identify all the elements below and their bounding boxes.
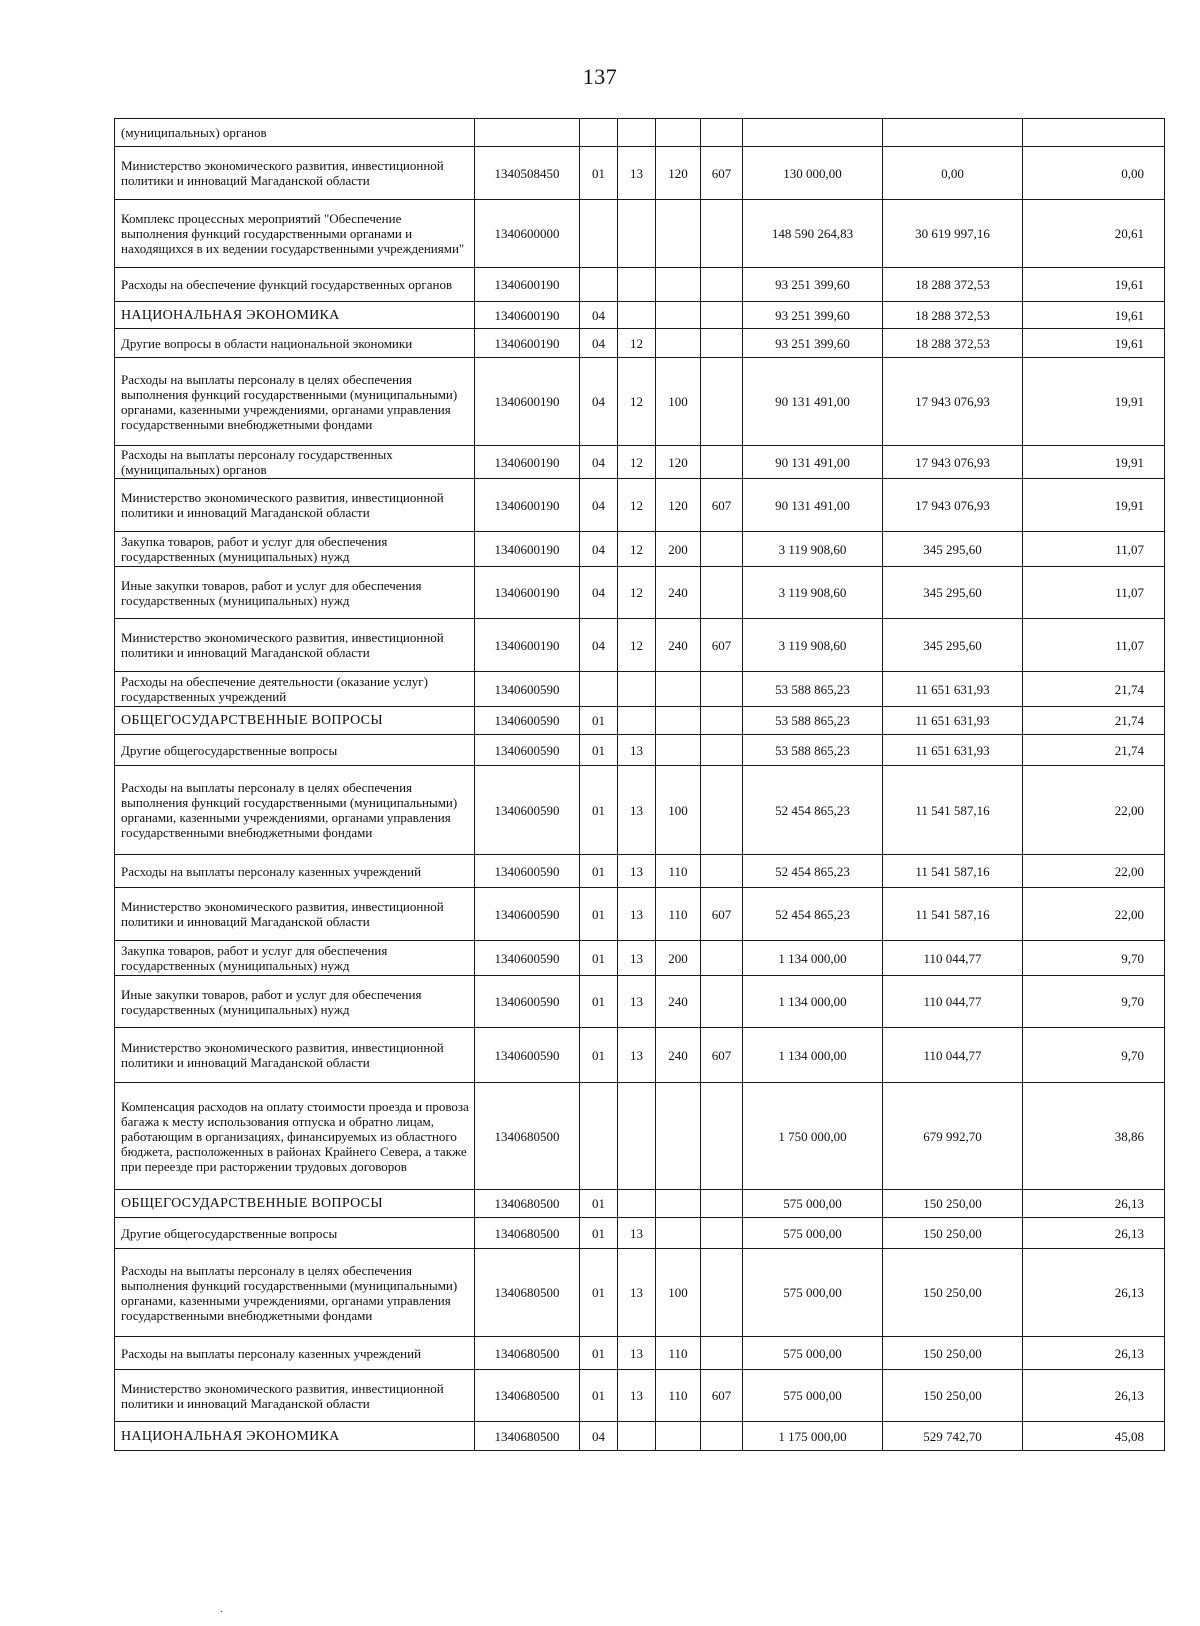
cell-name: Расходы на выплаты персоналу в целях обеспечения выполнения функций государственными (муниципальными) органами, казенными учреждениями, органами управления государственными внебюджетными фондами: [115, 1249, 475, 1337]
cell-admin-code: [701, 1083, 743, 1190]
cell-target-article: 1340600590: [475, 1028, 580, 1083]
cell-subsection: 13: [618, 1337, 656, 1370]
cell-admin-code: [701, 200, 743, 268]
cell-target-article: 1340680500: [475, 1083, 580, 1190]
cell-actual-amount: 11 651 631,93: [883, 672, 1023, 707]
cell-execution-percent: 19,91: [1023, 479, 1165, 532]
cell-actual-amount: 17 943 076,93: [883, 479, 1023, 532]
cell-target-article: 1340600190: [475, 302, 580, 329]
cell-actual-amount: 345 295,60: [883, 567, 1023, 619]
cell-target-article: 1340600190: [475, 446, 580, 479]
cell-target-article: 1340680500: [475, 1422, 580, 1451]
cell-planned-amount: 52 454 865,23: [743, 766, 883, 855]
cell-section: 04: [580, 619, 618, 672]
cell-target-article: 1340600590: [475, 766, 580, 855]
cell-section: 01: [580, 976, 618, 1028]
cell-actual-amount: 18 288 372,53: [883, 268, 1023, 302]
cell-expense-type: [656, 1190, 701, 1218]
cell-name: Расходы на выплаты персоналу государственных (муниципальных) органов: [115, 446, 475, 479]
cell-name: Министерство экономического развития, инвестиционной политики и инноваций Магаданской области: [115, 619, 475, 672]
cell-target-article: 1340600590: [475, 941, 580, 976]
cell-planned-amount: 575 000,00: [743, 1249, 883, 1337]
cell-actual-amount: 11 651 631,93: [883, 707, 1023, 735]
cell-expense-type: [656, 1422, 701, 1451]
table-row: [115, 1190, 1165, 1218]
cell-subsection: 13: [618, 766, 656, 855]
cell-actual-amount: 529 742,70: [883, 1422, 1023, 1451]
cell-execution-percent: 45,08: [1023, 1422, 1165, 1451]
cell-section: [580, 200, 618, 268]
cell-admin-code: [701, 672, 743, 707]
cell-actual-amount: 345 295,60: [883, 619, 1023, 672]
cell-expense-type: 120: [656, 479, 701, 532]
cell-execution-percent: 19,61: [1023, 268, 1165, 302]
table-row: [115, 619, 1165, 672]
cell-actual-amount: 18 288 372,53: [883, 302, 1023, 329]
table-row: [115, 532, 1165, 567]
cell-target-article: 1340600590: [475, 735, 580, 766]
page-number: 137: [582, 64, 618, 89]
cell-execution-percent: 19,61: [1023, 302, 1165, 329]
cell-admin-code: 607: [701, 1028, 743, 1083]
cell-section: 01: [580, 147, 618, 200]
cell-section: [580, 1083, 618, 1190]
cell-section: 01: [580, 735, 618, 766]
cell-admin-code: [701, 119, 743, 147]
cell-expense-type: 100: [656, 358, 701, 446]
cell-expense-type: 110: [656, 1337, 701, 1370]
cell-target-article: 1340680500: [475, 1190, 580, 1218]
table-row: [115, 329, 1165, 358]
cell-expense-type: 110: [656, 1370, 701, 1422]
cell-admin-code: 607: [701, 619, 743, 672]
table-row: [115, 147, 1165, 200]
cell-expense-type: [656, 200, 701, 268]
cell-actual-amount: [883, 119, 1023, 147]
cell-expense-type: 240: [656, 1028, 701, 1083]
cell-target-article: 1340600590: [475, 888, 580, 941]
cell-name: Закупка товаров, работ и услуг для обеспечения государственных (муниципальных) нужд: [115, 941, 475, 976]
cell-execution-percent: 11,07: [1023, 567, 1165, 619]
cell-target-article: 1340680500: [475, 1249, 580, 1337]
cell-name: Комплекс процессных мероприятий "Обеспечение выполнения функций государственными органами и находящихся в их ведении государственными учреждениями": [115, 200, 475, 268]
cell-admin-code: 607: [701, 479, 743, 532]
cell-section: 04: [580, 532, 618, 567]
cell-admin-code: 607: [701, 147, 743, 200]
table-row: [115, 268, 1165, 302]
cell-section: [580, 672, 618, 707]
cell-admin-code: 607: [701, 1370, 743, 1422]
cell-actual-amount: 0,00: [883, 147, 1023, 200]
cell-expense-type: [656, 1083, 701, 1190]
table-row: [115, 1337, 1165, 1370]
cell-name: Министерство экономического развития, инвестиционной политики и инноваций Магаданской области: [115, 479, 475, 532]
cell-planned-amount: 53 588 865,23: [743, 735, 883, 766]
cell-subsection: [618, 1190, 656, 1218]
cell-name: Министерство экономического развития, инвестиционной политики и инноваций Магаданской области: [115, 1370, 475, 1422]
cell-section: 04: [580, 329, 618, 358]
table-row: [115, 479, 1165, 532]
cell-name: Расходы на выплаты персоналу в целях обеспечения выполнения функций государственными (муниципальными) органами, казенными учреждениями, органами управления государственными внебюджетными фондами: [115, 358, 475, 446]
cell-subsection: [618, 268, 656, 302]
table-row: [115, 1422, 1165, 1451]
cell-section: 01: [580, 1028, 618, 1083]
table-row: [115, 855, 1165, 888]
cell-planned-amount: 3 119 908,60: [743, 567, 883, 619]
cell-subsection: 12: [618, 358, 656, 446]
cell-planned-amount: 1 175 000,00: [743, 1422, 883, 1451]
cell-execution-percent: 9,70: [1023, 976, 1165, 1028]
cell-expense-type: [656, 119, 701, 147]
table-row: [115, 1083, 1165, 1190]
cell-name: Министерство экономического развития, инвестиционной политики и инноваций Магаданской области: [115, 147, 475, 200]
cell-execution-percent: 20,61: [1023, 200, 1165, 268]
cell-execution-percent: 22,00: [1023, 888, 1165, 941]
cell-name: Расходы на обеспечение функций государственных органов: [115, 268, 475, 302]
cell-admin-code: [701, 268, 743, 302]
cell-actual-amount: 150 250,00: [883, 1337, 1023, 1370]
cell-planned-amount: 575 000,00: [743, 1190, 883, 1218]
cell-execution-percent: 11,07: [1023, 619, 1165, 672]
cell-section: 01: [580, 707, 618, 735]
cell-name: Министерство экономического развития, инвестиционной политики и инноваций Магаданской области: [115, 888, 475, 941]
cell-subsection: 13: [618, 147, 656, 200]
cell-planned-amount: 52 454 865,23: [743, 855, 883, 888]
cell-expense-type: 200: [656, 941, 701, 976]
cell-execution-percent: 9,70: [1023, 1028, 1165, 1083]
table-row: [115, 941, 1165, 976]
table-body: [115, 119, 1165, 1451]
cell-section: 04: [580, 567, 618, 619]
cell-execution-percent: 19,61: [1023, 329, 1165, 358]
cell-subsection: 12: [618, 567, 656, 619]
cell-admin-code: [701, 707, 743, 735]
cell-actual-amount: 17 943 076,93: [883, 358, 1023, 446]
cell-subsection: [618, 302, 656, 329]
cell-target-article: 1340680500: [475, 1370, 580, 1422]
cell-expense-type: 240: [656, 567, 701, 619]
cell-planned-amount: 148 590 264,83: [743, 200, 883, 268]
cell-admin-code: [701, 302, 743, 329]
cell-section: 04: [580, 1422, 618, 1451]
cell-section: 01: [580, 855, 618, 888]
cell-execution-percent: 11,07: [1023, 532, 1165, 567]
cell-planned-amount: 90 131 491,00: [743, 479, 883, 532]
cell-planned-amount: 3 119 908,60: [743, 532, 883, 567]
table-row: [115, 1218, 1165, 1249]
cell-admin-code: [701, 567, 743, 619]
cell-section: 01: [580, 1218, 618, 1249]
cell-name: Другие вопросы в области национальной экономики: [115, 329, 475, 358]
cell-planned-amount: [743, 119, 883, 147]
cell-name: ОБЩЕГОСУДАРСТВЕННЫЕ ВОПРОСЫ: [115, 707, 475, 735]
cell-actual-amount: 150 250,00: [883, 1190, 1023, 1218]
cell-section: 04: [580, 358, 618, 446]
cell-expense-type: 100: [656, 766, 701, 855]
cell-planned-amount: 90 131 491,00: [743, 446, 883, 479]
budget-execution-table: [114, 118, 1165, 1451]
cell-actual-amount: 110 044,77: [883, 1028, 1023, 1083]
cell-subsection: [618, 1422, 656, 1451]
cell-admin-code: [701, 855, 743, 888]
cell-actual-amount: 11 541 587,16: [883, 855, 1023, 888]
cell-actual-amount: 11 651 631,93: [883, 735, 1023, 766]
cell-execution-percent: 22,00: [1023, 855, 1165, 888]
cell-subsection: 12: [618, 446, 656, 479]
cell-admin-code: [701, 1337, 743, 1370]
table-row: [115, 1249, 1165, 1337]
cell-name: Иные закупки товаров, работ и услуг для обеспечения государственных (муниципальных) нужд: [115, 567, 475, 619]
cell-section: [580, 119, 618, 147]
table-row: [115, 766, 1165, 855]
cell-target-article: 1340600190: [475, 268, 580, 302]
cell-actual-amount: 345 295,60: [883, 532, 1023, 567]
cell-name: Расходы на выплаты персоналу казенных учреждений: [115, 855, 475, 888]
table-row: [115, 1370, 1165, 1422]
cell-subsection: 13: [618, 941, 656, 976]
table-row: [115, 567, 1165, 619]
cell-name: ОБЩЕГОСУДАРСТВЕННЫЕ ВОПРОСЫ: [115, 1190, 475, 1218]
table-row: [115, 446, 1165, 479]
cell-execution-percent: 21,74: [1023, 735, 1165, 766]
cell-expense-type: 110: [656, 888, 701, 941]
table-row: [115, 358, 1165, 446]
cell-actual-amount: 11 541 587,16: [883, 888, 1023, 941]
table-row: [115, 735, 1165, 766]
cell-target-article: 1340600190: [475, 329, 580, 358]
cell-execution-percent: 0,00: [1023, 147, 1165, 200]
cell-planned-amount: 130 000,00: [743, 147, 883, 200]
cell-admin-code: [701, 1249, 743, 1337]
cell-actual-amount: 17 943 076,93: [883, 446, 1023, 479]
cell-expense-type: 110: [656, 855, 701, 888]
cell-expense-type: 240: [656, 976, 701, 1028]
cell-admin-code: [701, 329, 743, 358]
cell-actual-amount: 110 044,77: [883, 941, 1023, 976]
cell-section: 01: [580, 941, 618, 976]
cell-expense-type: 120: [656, 446, 701, 479]
cell-section: 01: [580, 1249, 618, 1337]
cell-admin-code: [701, 532, 743, 567]
cell-subsection: 13: [618, 735, 656, 766]
cell-subsection: 13: [618, 1218, 656, 1249]
cell-admin-code: 607: [701, 888, 743, 941]
cell-subsection: 13: [618, 1249, 656, 1337]
cell-planned-amount: 3 119 908,60: [743, 619, 883, 672]
cell-expense-type: [656, 1218, 701, 1249]
cell-execution-percent: 21,74: [1023, 672, 1165, 707]
cell-planned-amount: 575 000,00: [743, 1218, 883, 1249]
cell-subsection: [618, 119, 656, 147]
cell-target-article: 1340508450: [475, 147, 580, 200]
cell-actual-amount: 11 541 587,16: [883, 766, 1023, 855]
cell-section: [580, 268, 618, 302]
cell-expense-type: [656, 735, 701, 766]
cell-execution-percent: 9,70: [1023, 941, 1165, 976]
cell-planned-amount: 93 251 399,60: [743, 302, 883, 329]
cell-admin-code: [701, 735, 743, 766]
cell-subsection: 12: [618, 329, 656, 358]
cell-actual-amount: 30 619 997,16: [883, 200, 1023, 268]
cell-admin-code: [701, 766, 743, 855]
cell-expense-type: [656, 672, 701, 707]
cell-subsection: 13: [618, 888, 656, 941]
cell-planned-amount: 90 131 491,00: [743, 358, 883, 446]
cell-actual-amount: 679 992,70: [883, 1083, 1023, 1190]
cell-planned-amount: 53 588 865,23: [743, 707, 883, 735]
cell-target-article: 1340600190: [475, 619, 580, 672]
cell-planned-amount: 1 750 000,00: [743, 1083, 883, 1190]
cell-name: Министерство экономического развития, инвестиционной политики и инноваций Магаданской области: [115, 1028, 475, 1083]
cell-expense-type: 120: [656, 147, 701, 200]
cell-target-article: [475, 119, 580, 147]
cell-expense-type: 240: [656, 619, 701, 672]
cell-target-article: 1340680500: [475, 1337, 580, 1370]
cell-planned-amount: 53 588 865,23: [743, 672, 883, 707]
cell-target-article: 1340600190: [475, 479, 580, 532]
cell-actual-amount: 150 250,00: [883, 1370, 1023, 1422]
table-row: [115, 976, 1165, 1028]
cell-admin-code: [701, 976, 743, 1028]
cell-actual-amount: 150 250,00: [883, 1218, 1023, 1249]
cell-execution-percent: 26,13: [1023, 1218, 1165, 1249]
cell-target-article: 1340600190: [475, 532, 580, 567]
cell-section: 01: [580, 766, 618, 855]
cell-subsection: [618, 200, 656, 268]
cell-target-article: 1340600000: [475, 200, 580, 268]
cell-section: 01: [580, 1190, 618, 1218]
cell-execution-percent: 21,74: [1023, 707, 1165, 735]
cell-subsection: 13: [618, 1370, 656, 1422]
cell-execution-percent: 26,13: [1023, 1190, 1165, 1218]
cell-name: Расходы на выплаты персоналу в целях обеспечения выполнения функций государственными (муниципальными) органами, казенными учреждениями, органами управления государственными внебюджетными фондами: [115, 766, 475, 855]
cell-admin-code: [701, 1218, 743, 1249]
cell-name: НАЦИОНАЛЬНАЯ ЭКОНОМИКА: [115, 302, 475, 329]
cell-subsection: 12: [618, 532, 656, 567]
cell-planned-amount: 52 454 865,23: [743, 888, 883, 941]
cell-expense-type: [656, 329, 701, 358]
cell-section: 04: [580, 302, 618, 329]
cell-planned-amount: 93 251 399,60: [743, 268, 883, 302]
cell-target-article: 1340600590: [475, 672, 580, 707]
cell-section: 04: [580, 446, 618, 479]
cell-name: НАЦИОНАЛЬНАЯ ЭКОНОМИКА: [115, 1422, 475, 1451]
table-row: [115, 707, 1165, 735]
cell-target-article: 1340680500: [475, 1218, 580, 1249]
cell-planned-amount: 1 134 000,00: [743, 941, 883, 976]
cell-planned-amount: 575 000,00: [743, 1337, 883, 1370]
cell-name: Расходы на выплаты персоналу казенных учреждений: [115, 1337, 475, 1370]
cell-subsection: [618, 1083, 656, 1190]
cell-name: (муниципальных) органов: [115, 119, 475, 147]
cell-target-article: 1340600590: [475, 707, 580, 735]
cell-section: 01: [580, 1337, 618, 1370]
cell-name: Другие общегосударственные вопросы: [115, 1218, 475, 1249]
cell-planned-amount: 93 251 399,60: [743, 329, 883, 358]
cell-actual-amount: 110 044,77: [883, 976, 1023, 1028]
table-row: [115, 302, 1165, 329]
cell-subsection: 13: [618, 855, 656, 888]
cell-execution-percent: 26,13: [1023, 1249, 1165, 1337]
cell-expense-type: [656, 268, 701, 302]
cell-actual-amount: 150 250,00: [883, 1249, 1023, 1337]
cell-admin-code: [701, 941, 743, 976]
cell-execution-percent: 22,00: [1023, 766, 1165, 855]
cell-name: Другие общегосударственные вопросы: [115, 735, 475, 766]
cell-subsection: [618, 707, 656, 735]
cell-name: Компенсация расходов на оплату стоимости проезда и провоза багажа к месту использования отпуска и обратно лицам, работающим в организациях, финансируемых из областного бюджета, расположенных в районах Крайнего Севера, а также при переезде при расторжении трудовых договоров: [115, 1083, 475, 1190]
cell-subsection: 13: [618, 976, 656, 1028]
cell-execution-percent: [1023, 119, 1165, 147]
cell-target-article: 1340600190: [475, 567, 580, 619]
cell-execution-percent: 26,13: [1023, 1370, 1165, 1422]
cell-admin-code: [701, 1422, 743, 1451]
cell-execution-percent: 38,86: [1023, 1083, 1165, 1190]
cell-planned-amount: 575 000,00: [743, 1370, 883, 1422]
cell-section: 01: [580, 888, 618, 941]
cell-admin-code: [701, 446, 743, 479]
table-row: [115, 672, 1165, 707]
table-row: [115, 200, 1165, 268]
cell-execution-percent: 19,91: [1023, 446, 1165, 479]
cell-subsection: [618, 672, 656, 707]
cell-expense-type: 100: [656, 1249, 701, 1337]
cell-name: Закупка товаров, работ и услуг для обеспечения государственных (муниципальных) нужд: [115, 532, 475, 567]
footer-mark: .: [220, 1604, 223, 1615]
table-row: [115, 888, 1165, 941]
cell-planned-amount: 1 134 000,00: [743, 1028, 883, 1083]
cell-subsection: 12: [618, 479, 656, 532]
cell-target-article: 1340600190: [475, 358, 580, 446]
cell-subsection: 12: [618, 619, 656, 672]
cell-target-article: 1340600590: [475, 976, 580, 1028]
cell-actual-amount: 18 288 372,53: [883, 329, 1023, 358]
cell-admin-code: [701, 1190, 743, 1218]
cell-expense-type: [656, 302, 701, 329]
cell-execution-percent: 19,91: [1023, 358, 1165, 446]
cell-expense-type: 200: [656, 532, 701, 567]
table-row: [115, 119, 1165, 147]
cell-admin-code: [701, 358, 743, 446]
cell-name: Иные закупки товаров, работ и услуг для обеспечения государственных (муниципальных) нужд: [115, 976, 475, 1028]
cell-expense-type: [656, 707, 701, 735]
cell-name: Расходы на обеспечение деятельности (оказание услуг) государственных учреждений: [115, 672, 475, 707]
cell-planned-amount: 1 134 000,00: [743, 976, 883, 1028]
cell-execution-percent: 26,13: [1023, 1337, 1165, 1370]
cell-section: 04: [580, 479, 618, 532]
cell-section: 01: [580, 1370, 618, 1422]
cell-target-article: 1340600590: [475, 855, 580, 888]
table-row: [115, 1028, 1165, 1083]
cell-subsection: 13: [618, 1028, 656, 1083]
